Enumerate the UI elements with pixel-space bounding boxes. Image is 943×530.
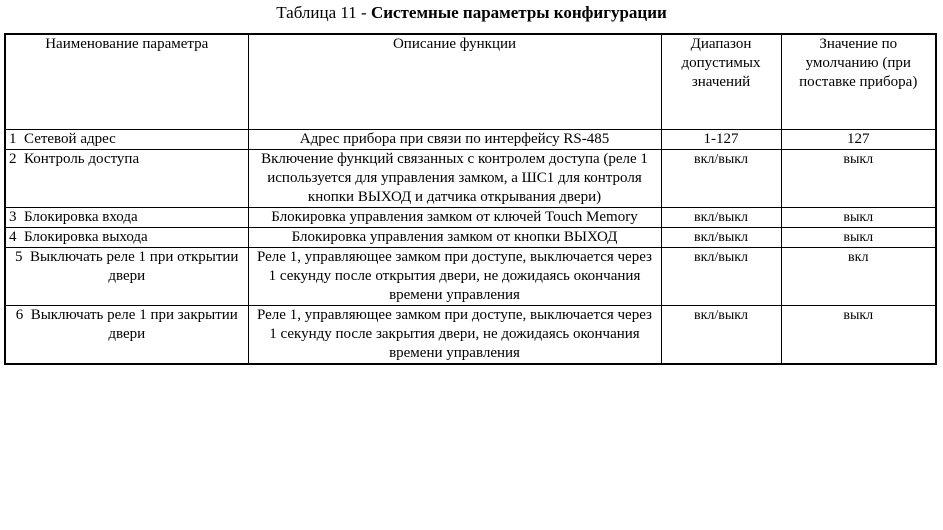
param-name xyxy=(5,247,248,305)
table-row xyxy=(5,305,936,364)
system-parameters-table xyxy=(4,33,937,365)
param-description: Блокировка управления замком от ключей Touch Memory xyxy=(248,207,661,227)
param-label: Выключать реле 1 при закрытии двери xyxy=(30,306,238,342)
param-default: выкл xyxy=(781,207,936,227)
table-row xyxy=(5,149,936,207)
table-row xyxy=(5,247,936,305)
param-name xyxy=(5,305,248,364)
param-label: Блокировка входа xyxy=(24,208,138,225)
param-number: 1 xyxy=(9,130,17,147)
header-description: Описание функции xyxy=(248,34,661,129)
table-header-row xyxy=(5,34,936,129)
header-default: Значение по умолчанию (при поставке прибора) xyxy=(781,34,936,129)
param-description: Реле 1, управляющее замком при доступе, выключается через 1 секунду после закрытия двери, не дожидаясь окончания времени управления xyxy=(248,305,661,364)
param-range: вкл/выкл xyxy=(661,149,781,207)
param-number: 5 xyxy=(15,248,23,265)
param-label: Выключать реле 1 при открытии двери xyxy=(30,248,239,284)
param-description: Включение функций связанных с контролем доступа (реле 1 используется для управления замком, а ШС1 для контроля кнопки ВЫХОД и датчика открывания двери) xyxy=(248,149,661,207)
table-row xyxy=(5,227,936,247)
header-range: Диапазон допустимых значений xyxy=(661,34,781,129)
param-range: вкл/выкл xyxy=(661,247,781,305)
table-caption xyxy=(0,2,943,24)
param-name xyxy=(5,207,248,227)
param-number: 4 xyxy=(9,228,17,245)
param-default: выкл xyxy=(781,149,936,207)
param-default: вкл xyxy=(781,247,936,305)
param-description: Блокировка управления замком от кнопки ВЫХОД xyxy=(248,227,661,247)
param-label: Контроль доступа xyxy=(24,150,140,167)
header-name: Наименование параметра xyxy=(5,34,248,129)
param-description: Адрес прибора при связи по интерфейсу RS-485 xyxy=(248,129,661,149)
param-name xyxy=(5,129,248,149)
param-range: вкл/выкл xyxy=(661,227,781,247)
caption-prefix: Таблица 11 - xyxy=(276,3,371,22)
param-name xyxy=(5,227,248,247)
param-default: выкл xyxy=(781,227,936,247)
param-default: 127 xyxy=(781,129,936,149)
param-number: 6 xyxy=(15,306,24,323)
param-default: выкл xyxy=(781,305,936,364)
param-range: вкл/выкл xyxy=(661,305,781,364)
caption-title: Системные параметры конфигурации xyxy=(370,3,667,22)
param-number: 2 xyxy=(9,150,17,167)
param-label: Сетевой адрес xyxy=(24,130,116,147)
param-name xyxy=(5,149,248,207)
table-row xyxy=(5,207,936,227)
table-row xyxy=(5,129,936,149)
param-range: вкл/выкл xyxy=(661,207,781,227)
param-number: 3 xyxy=(9,208,17,225)
param-label: Блокировка выхода xyxy=(24,228,148,245)
param-description: Реле 1, управляющее замком при доступе, выключается через 1 секунду после открытия двери, не дожидаясь окончания времени управления xyxy=(248,247,661,305)
param-range: 1-127 xyxy=(661,129,781,149)
